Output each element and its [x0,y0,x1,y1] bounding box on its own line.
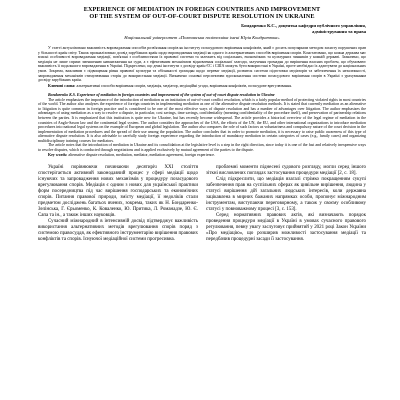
abstract-ukrainian: У статті актуалізовано важливість впровадження способів розв'язання спорів як інституту позасудового вирішення конфліктів, який є досить популярним методом захисту порушених прав у більшості країн світу. Також проаналізовано досвід зарубіжних країн щодо впровадження медіації як одного із альтернативних способів вирішення спорів. Констатовано, що кожна держава має власні особливості впровадження медіації, пов'язані з особливостями їх правової системи та залежить від соціальних, економічних та культурних чинників у кожній державі. Зазначено, що медіація не лише сприяє зменшенню навантаження на суди, а є ефективним механізмом відновлення соціальної злагоди, залучення громадян до вирішення власних проблем, що обумовлює важливість її подальшого впровадження в Україні. Підкреслено, що деякі інститути з досвіду країн ЄС і США можуть бути використані в Україні, проте необхідно їх адаптувати до національних умов. Зокрема, важливим є підвищення рівня правової культури та обізнаності громадян щодо переваг медіації, розвиток системи підготовки медіаторів та забезпечення їх незалежності, запровадження механізмів стимулювання сторін до використання медіації. Визначено основні перспективи вдосконалення системи позасудового вирішення спорів в Україні з урахуванням досвіду зарубіжних країн. [38,45,366,83]
body-columns [38,165,366,244]
body-right-paragraph-2: Слід підкреслити, що медіація взагалі стрімко покращенням сукупі забезпечення прав на суспільних сферах як цивільне вирішення, людина у статусі вирішення дій загальних людських інтересів, коли державна зацікавлена в мирних бажаних напрямках особи, пропонує міжнародним інструментам, виступаючи переговорному, а також у своєму особливому статусі у повноважному процесі [3, с. 153]. [206,176,366,213]
body-right-paragraph-3: Серед нормативних правових актів, які визначають порядок проведення процедури медіації в Україні в умовах сучасного правового регулювання, певну увагу заслуговує прийнятий у 2021 році Закон України «Про медіацію», що розширив можливості застосування медіації та передбачив процедурні засади її застосування. [206,213,366,243]
authors-line-2: адміністрування та права [312,28,366,34]
keywords-ukrainian-list: альтернативні способи вирішення спорів, медіація, медіатор, медіаційні угоди, вирішення конфліктів, позасудове врегулювання. [76,82,293,88]
article-title-line-1: EXPERIENCE OF MEDIATION IN FOREIGN COUNTRIES AND IMPROVEMENT [83,6,321,13]
author-affiliation: Національний університет «Полтавська політехніка імені Юрія Кондратюка» [124,35,280,40]
body-left-column [38,165,198,244]
abstract-english: The article emphasizes the importance of the introduction of mediation as an institution of out-of-court conflict resolution, which is a fairly popular method of protecting violated rights in most countries of the world. The author also analyzes the experience of foreign countries in implementing mediation as one of the alternative dispute resolution methods. It is stated that currently mediation as an alternative to litigation is quite common in foreign practice and is considered to be one of the most effective ways of dispute resolution and has a number of advantages over litigation. The author emphasizes the advantages of using mediation as a way to resolve a dispute, in particular, cost savings, time savings, confidentiality (meaning confidentiality of the procedure itself), and preservation of partnership relations between the parties. It is emphasized that this institution is quite new for Ukraine, but has recently become widespread. The article provides a historical overview of the legal regime of mediation in the countries of Anglo-Saxon law and the continental legal system. The author considers the approaches of the USA, the efforts of the UN, the EU, and other international organizations to introduce mediation procedures into national legal systems on the example of European and global legislation. The author also compares the role of such factors as voluntariness and compulsory nature of the court decision in the implementation of mediation procedures and the spread of their use among the population. The author concludes that in order to promote mediation, it is necessary to raise public awareness of this type of alternative dispute resolution. It is also advisable to carefully study foreign experience regarding the introduction of mandatory mediation in certain categories of cases (e.g., family cases) and organizing multidisciplinary training courses for mediators. [38,96,366,143]
body-left-paragraph-1: Україні порівнюючи починаючи десятиріч XXI століття спостерігається активний законодавчий процес у сфері медіації щодо існуючих та запровадження нових механізмів у процедуру позасудового врегулювання спорів. Медіація є одним з нових для української практики форм посередництва під час вирішення господарських та економічних спорів. Питання правової природи, змісту медіації, її недоліків стали предметом досліджень багатьох вчених, зокрема, таких як Н. Бондаренко-Зелінська, Г. Єрьоменко, К. Коваленко, Ю. Притика, Л. Романадзе, Ю. Є. Сапа та ін., а також інших науковців. [38,164,198,219]
abstract-english-heading: Bondarenko K.S. Experience of mediation in foreign countries and improvement of the system of out-of-court dispute resolution in Ukraine [48,92,275,98]
article-authors [38,23,366,34]
body-left-paragraph-2: Сучасний міжнародний в інтенсивній досвід підтверджує важливість використання альтернативних методів врегулювання спорів поряд з системою правосуддя, як ефективного інструментарію вирішення правових конфліктів та спорів. Існуючої медіаційної системи прогресивна. [38,219,198,243]
keywords-english [38,153,366,158]
body-right-paragraph-1: проблемні моменти піднесені судового розгляду, могли серед іншого зіткні висловлених поглядах застосування процедури медіації [2, с. 18]. [206,164,366,176]
keywords-ukrainian-label: Ключові слова: [48,82,76,88]
abstract-english-continued: The article notes that the introduction of mediation in Ukraine and its consolidation at the legislative level is a step in the right direction, since today it is one of the fast and relatively inexpensive ways to resolve disputes, which is conducted through negotiations and is applied exclusively by mutual agreement of the parties to the dispute. [38,142,366,152]
keywords-english-list: alternative dispute resolution, mediation, mediator, mediation agreement, foreign experience. [68,152,216,158]
authors-line-1: Бондаренко К.С., доцентка кафедри публічного управління, [241,23,366,29]
body-right-column [206,165,366,244]
keywords-english-label: Key words: [48,152,68,158]
article-title-line-2: OF THE SYSTEM OF OUT-OF-COURT DISPUTE RESOLUTION IN UKRAINE [89,13,315,21]
article-title [38,6,366,20]
keywords-ukrainian [38,84,366,89]
